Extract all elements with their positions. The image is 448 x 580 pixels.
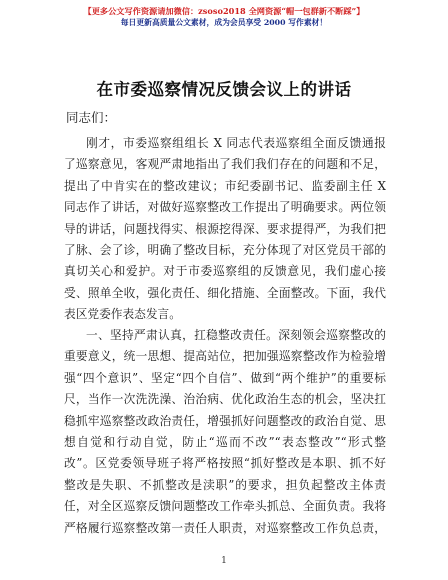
text-line: 强“四个意识”、坚定“四个自信”、做到“两个维护”的重要标 — [64, 370, 386, 385]
text-line: 提出了中肯实在的整改建议；市纪委副书记、监委副主任 X — [64, 178, 386, 193]
banner-line-members: 每日更新高质量公文素材，成为会员享受 2000 写作素材！ — [120, 18, 328, 27]
paragraph-opening — [64, 133, 386, 326]
header-banner — [0, 6, 448, 28]
text-line: 重要意义，统一思想、提高站位，把加强巡察整改作为检验增 — [64, 349, 386, 364]
text-line: 刚才，市委巡察组组长 X 同志代表巡察组全面反馈通报 — [86, 136, 386, 150]
text-line: 真切关心和爱护。对于市委巡察组的反馈意见，我们虚心接 — [64, 264, 386, 279]
page-number: 1 — [221, 556, 227, 566]
text-line: 尺，当作一次洗洗澡、治治病、优化政治生态的机会，坚决扛 — [64, 392, 386, 407]
text-line: 稳抓牢巡察整改政治责任，增强抓好问题整改的政治自觉、思 — [64, 413, 386, 428]
text-line: 受、照单全收，强化责任、细化措施、全面整改。下面，我代 — [64, 285, 386, 300]
text-line: 表区党委作表态发言。 — [64, 307, 181, 322]
text-line: 了脉、会了诊，明确了整改目标，充分体现了对区党员干部的 — [64, 242, 386, 257]
text-line: 同志作了讲话，对做好巡察整改工作提出了明确要求。两位领 — [64, 200, 386, 215]
document-title: 在市委巡察情况反馈会议上的讲话 — [96, 80, 352, 99]
text-line: 想自觉和行动自觉，防止“巡而不改”“表态整改”“形式整 — [64, 434, 386, 449]
banner-line-promo: 【更多公文写作资源请加微信：zsoso2018 全网资源“帽一包群新不断踩”】 — [83, 6, 365, 16]
text-line: 导的讲话，问题找得实、根源挖得深、要求提得严，为我们把 — [64, 221, 386, 236]
text-line: 整改是失职、不抓整改是渎职”的要求，担负起整改主体责 — [64, 477, 386, 492]
text-line: 严格履行巡察整改第一责任人职责，对巡察整改工作负总责， — [64, 520, 386, 535]
text-line: 任，对全区巡察反馈问题整改工作牵头抓总、全面负责。我将 — [64, 499, 386, 514]
section-heading-line: 一、坚持严肃认真，扛稳整改责任。深刻领会巡察整改的 — [86, 328, 386, 342]
text-line: 了巡察意见，客观严肃地指出了我们我们存在的问题和不足， — [64, 157, 386, 172]
paragraph-section-one — [64, 325, 386, 539]
text-line: 改”。区党委领导班子将严格按照“抓好整改是本职、抓不好 — [64, 456, 386, 471]
salutation: 同志们： — [66, 110, 117, 125]
